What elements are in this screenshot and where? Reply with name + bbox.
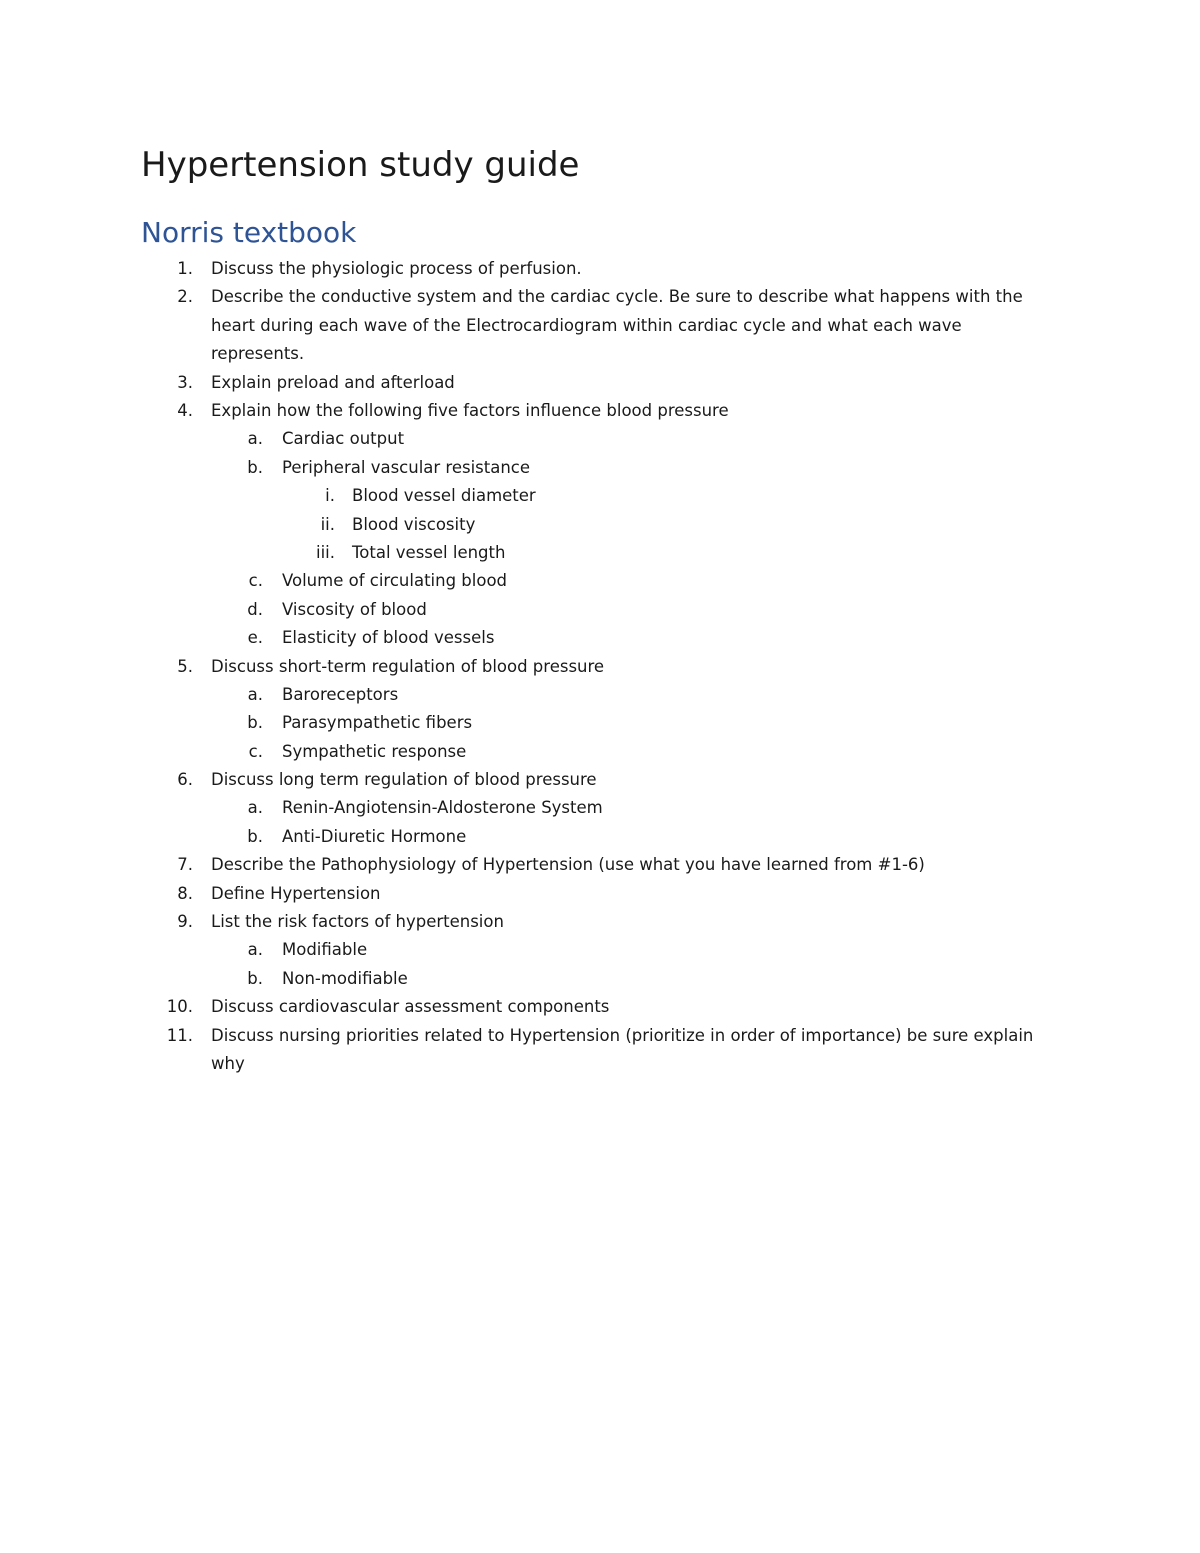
list-item-text: Blood vessel diameter	[352, 486, 536, 506]
list-marker: 8.	[177, 883, 193, 903]
list-marker: b.	[247, 713, 263, 733]
list-item-text: Viscosity of blood	[282, 599, 427, 619]
list-item-text: Describe the conductive system and the cardiac cycle. Be sure to describe what happens with the heart during each wave of the Electrocardiogram within cardiac cycle and what each wave represents.	[211, 287, 1023, 364]
sub-list-item	[0, 425, 1200, 453]
list-item-text: Discuss long term regulation of blood pressure	[211, 770, 597, 790]
list-marker: 5.	[177, 656, 193, 676]
list-marker: b.	[247, 826, 263, 846]
list-marker: 7.	[177, 855, 193, 875]
list-item-text: Describe the Pathophysiology of Hypertension (use what you have learned from #1-6)	[211, 855, 925, 875]
sub-list-item	[0, 596, 1200, 624]
list-marker: a.	[247, 940, 263, 960]
sub-list-item	[0, 823, 1200, 851]
list-marker: iii.	[316, 542, 335, 562]
list-item	[0, 369, 1200, 397]
list-marker: 6.	[177, 770, 193, 790]
list-item-text: Elasticity of blood vessels	[282, 628, 495, 648]
list-item-text: Discuss cardiovascular assessment components	[211, 997, 610, 1017]
list-marker: b.	[247, 457, 263, 477]
list-item-text: Peripheral vascular resistance	[282, 457, 531, 477]
list-item-text: Discuss the physiologic process of perfusion.	[211, 259, 582, 278]
list-marker: 10.	[166, 997, 193, 1017]
sub-list-item	[0, 624, 1200, 652]
list-item	[0, 653, 1200, 681]
list-marker: d.	[247, 599, 263, 619]
list-item-text: Discuss nursing priorities related to Hypertension (prioritize in order of importance) be sure explain why	[211, 1025, 1034, 1073]
list-marker: i.	[325, 486, 335, 506]
sub-list-item	[0, 738, 1200, 766]
document-title: Hypertension study guide	[141, 145, 580, 185]
sub-list-item	[0, 681, 1200, 709]
sub-sub-list-item	[0, 511, 1200, 539]
list-marker: c.	[248, 741, 263, 761]
list-item-text: Sympathetic response	[282, 741, 467, 761]
sub-list-item	[0, 709, 1200, 737]
list-item-text: Blood viscosity	[352, 514, 476, 534]
list-item-text: Renin-Angiotensin-Aldosterone System	[282, 798, 603, 818]
list-marker: 11.	[166, 1025, 193, 1045]
list-item-text: Anti-Diuretic Hormone	[282, 826, 467, 846]
sub-list-item	[0, 965, 1200, 993]
list-item-text: Parasympathetic fibers	[282, 713, 473, 733]
list-marker: ii.	[320, 514, 335, 534]
list-item	[0, 255, 1200, 283]
list-item	[0, 851, 1200, 879]
list-item-text: Discuss short-term regulation of blood pressure	[211, 656, 605, 676]
list-item	[0, 397, 1200, 425]
list-item-text: List the risk factors of hypertension	[211, 912, 504, 932]
list-item	[0, 766, 1200, 794]
list-item-text: Volume of circulating blood	[282, 571, 508, 591]
list-item	[0, 908, 1200, 936]
list-item-text: Cardiac output	[282, 429, 405, 449]
list-marker: a.	[247, 429, 263, 449]
list-item-text: Explain how the following five factors influence blood pressure	[211, 401, 729, 420]
sub-list-item	[0, 936, 1200, 964]
sub-list-item	[0, 454, 1200, 482]
list-item-text: Total vessel length	[352, 542, 506, 562]
list-item-text: Explain preload and afterload	[211, 372, 455, 392]
list-marker: b.	[247, 968, 263, 988]
list-marker: c.	[248, 571, 263, 591]
list-item-text: Define Hypertension	[211, 883, 381, 903]
list-marker: 3.	[177, 372, 193, 392]
list-marker: 2.	[177, 287, 193, 307]
list-item	[0, 993, 1200, 1021]
list-item	[0, 283, 1200, 368]
sub-sub-list-item	[0, 482, 1200, 510]
list-marker: 1.	[177, 259, 193, 278]
list-item-text: Non-modifiable	[282, 968, 408, 988]
list-item-text: Baroreceptors	[282, 684, 399, 704]
list-marker: 9.	[177, 912, 193, 932]
sub-list-item	[0, 567, 1200, 595]
list-item	[0, 880, 1200, 908]
sub-list-item	[0, 794, 1200, 822]
list-marker: a.	[247, 798, 263, 818]
sub-sub-list-item	[0, 539, 1200, 567]
list-item	[0, 1022, 1200, 1079]
list-marker: e.	[247, 628, 263, 648]
section-heading: Norris textbook	[141, 216, 357, 249]
study-question-list	[0, 255, 1200, 1078]
list-marker: 4.	[177, 401, 193, 420]
list-marker: a.	[247, 684, 263, 704]
list-item-text: Modifiable	[282, 940, 368, 960]
